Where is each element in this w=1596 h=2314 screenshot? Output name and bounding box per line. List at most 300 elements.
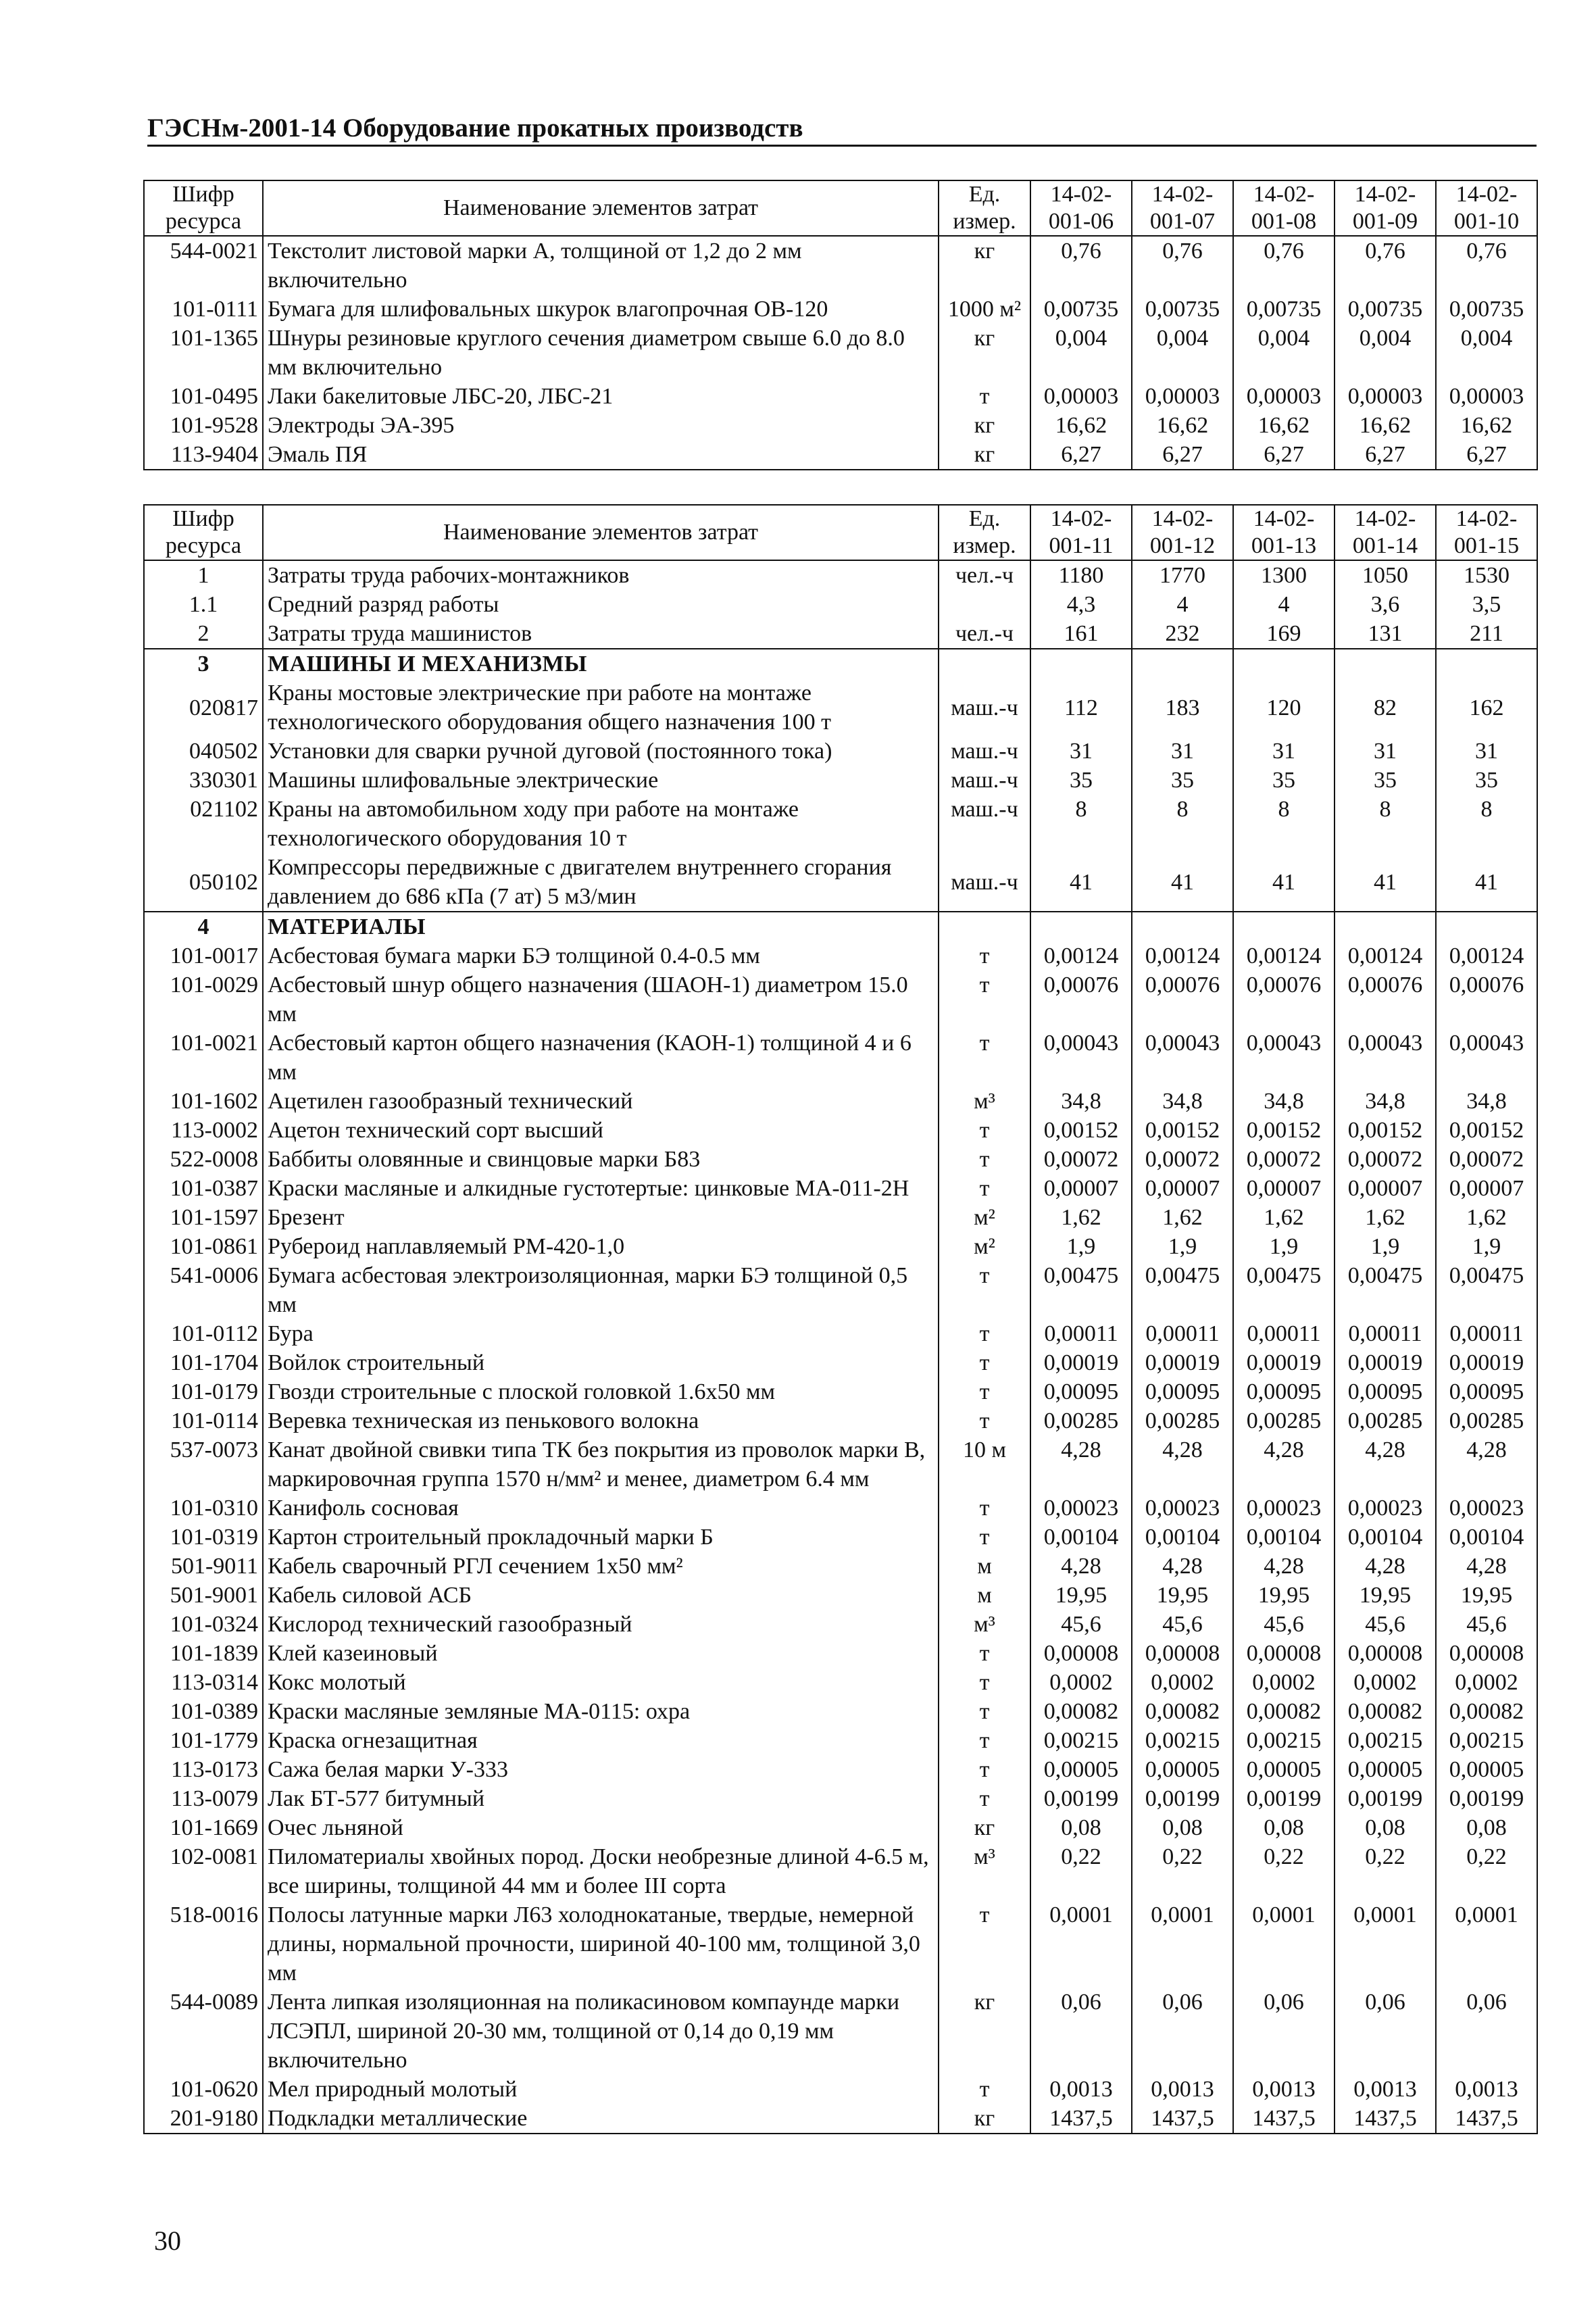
norm-value: 35 xyxy=(1335,766,1436,795)
norm-value: 0,004 xyxy=(1030,324,1132,382)
resource-code: 101-1704 xyxy=(144,1348,263,1377)
resource-code: 040502 xyxy=(144,737,263,766)
norm-value: 0,00003 xyxy=(1132,382,1233,411)
norm-value: 1,62 xyxy=(1436,1203,1537,1232)
norm-value: 0,0002 xyxy=(1132,1668,1233,1697)
resource-name: Краска огнезащитная xyxy=(263,1726,939,1755)
norm-value xyxy=(1335,649,1436,679)
resource-name: Затраты труда рабочих-монтажников xyxy=(263,560,939,590)
norm-value: 0,00475 xyxy=(1132,1261,1233,1319)
norm-value: 1,62 xyxy=(1132,1203,1233,1232)
norm-value: 31 xyxy=(1030,737,1132,766)
norm-value: 45,6 xyxy=(1335,1610,1436,1639)
norm-value: 0,08 xyxy=(1335,1813,1436,1842)
table-row xyxy=(144,295,1537,324)
header-rule xyxy=(147,145,1537,147)
norm-value: 0,00023 xyxy=(1335,1494,1436,1523)
column-header-norm-code: 14-02-001-15 xyxy=(1436,505,1537,560)
norm-value: 0,00285 xyxy=(1335,1406,1436,1435)
norm-value: 16,62 xyxy=(1132,411,1233,440)
unit-of-measure: т xyxy=(939,1755,1030,1784)
unit-of-measure: т xyxy=(939,1639,1030,1668)
norm-value: 0,00104 xyxy=(1436,1523,1537,1552)
unit-of-measure: т xyxy=(939,1784,1030,1813)
norm-value: 0,0001 xyxy=(1132,1900,1233,1988)
table-row xyxy=(144,1900,1537,1988)
norm-value: 0,0013 xyxy=(1132,2075,1233,2104)
norm-value: 0,00072 xyxy=(1030,1145,1132,1174)
norm-value: 0,76 xyxy=(1132,236,1233,295)
resource-code: 020817 xyxy=(144,679,263,737)
unit-of-measure: м³ xyxy=(939,1842,1030,1900)
norm-value: 0,00003 xyxy=(1030,382,1132,411)
norm-value: 0,00124 xyxy=(1132,941,1233,970)
table-row xyxy=(144,1406,1537,1435)
unit-of-measure: т xyxy=(939,1319,1030,1348)
norm-value: 0,06 xyxy=(1030,1988,1132,2075)
norm-value: 82 xyxy=(1335,679,1436,737)
norm-value xyxy=(1233,912,1335,941)
norm-value: 4,28 xyxy=(1335,1552,1436,1581)
resource-name: Мел природный молотый xyxy=(263,2075,939,2104)
norm-value: 0,00475 xyxy=(1233,1261,1335,1319)
norm-value xyxy=(1030,649,1132,679)
norm-value: 41 xyxy=(1335,853,1436,912)
norm-value: 0,00003 xyxy=(1335,382,1436,411)
norm-value: 0,08 xyxy=(1436,1813,1537,1842)
norm-value xyxy=(1436,649,1537,679)
norm-value: 0,00082 xyxy=(1132,1697,1233,1726)
norm-value: 19,95 xyxy=(1030,1581,1132,1610)
norm-value: 0,00007 xyxy=(1030,1174,1132,1203)
norm-value: 0,004 xyxy=(1132,324,1233,382)
norm-value: 0,0013 xyxy=(1233,2075,1335,2104)
norm-value: 0,00072 xyxy=(1335,1145,1436,1174)
norm-value: 0,00019 xyxy=(1335,1348,1436,1377)
norm-value: 0,00104 xyxy=(1030,1523,1132,1552)
unit-of-measure: чел.-ч xyxy=(939,560,1030,590)
resource-code: 1.1 xyxy=(144,590,263,619)
column-header-norm-code: 14-02-001-12 xyxy=(1132,505,1233,560)
norm-value: 0,00072 xyxy=(1233,1145,1335,1174)
resource-name: Краны на автомобильном ходу при работе на монтаже технологического оборудования 10 т xyxy=(263,795,939,853)
norm-value: 0,22 xyxy=(1132,1842,1233,1900)
resource-code: 101-0319 xyxy=(144,1523,263,1552)
table-header-row xyxy=(144,180,1537,236)
resource-name: Картон строительный прокладочный марки Б xyxy=(263,1523,939,1552)
norm-value: 1530 xyxy=(1436,560,1537,590)
table-row xyxy=(144,1029,1537,1087)
norm-value: 0,0013 xyxy=(1335,2075,1436,2104)
norm-value: 0,22 xyxy=(1436,1842,1537,1900)
norm-value: 0,00007 xyxy=(1132,1174,1233,1203)
norm-value: 0,00023 xyxy=(1132,1494,1233,1523)
table-row xyxy=(144,1232,1537,1261)
table-row xyxy=(144,2104,1537,2134)
unit-of-measure: маш.-ч xyxy=(939,766,1030,795)
table-row xyxy=(144,970,1537,1029)
unit-of-measure: т xyxy=(939,1145,1030,1174)
resource-name: Пиломатериалы хвойных пород. Доски необрезные длиной 4-6.5 м, все ширины, толщиной 44 мм и более III сорта xyxy=(263,1842,939,1900)
norm-value: 0,00082 xyxy=(1233,1697,1335,1726)
norm-value: 8 xyxy=(1132,795,1233,853)
norm-value: 0,00043 xyxy=(1335,1029,1436,1087)
unit-of-measure: кг xyxy=(939,411,1030,440)
table-row xyxy=(144,1784,1537,1813)
table-row xyxy=(144,1203,1537,1232)
norm-value: 35 xyxy=(1233,766,1335,795)
norm-value: 0,00008 xyxy=(1233,1639,1335,1668)
resource-code: 501-9011 xyxy=(144,1552,263,1581)
norm-value: 120 xyxy=(1233,679,1335,737)
resource-name: Асбестовый шнур общего назначения (ШАОН-1) диаметром 15.0 мм xyxy=(263,970,939,1029)
unit-of-measure: т xyxy=(939,1726,1030,1755)
norm-value: 35 xyxy=(1132,766,1233,795)
norm-value: 34,8 xyxy=(1132,1087,1233,1116)
resource-code: 101-9528 xyxy=(144,411,263,440)
resource-name: Затраты труда машинистов xyxy=(263,619,939,649)
resource-table-2 xyxy=(143,504,1538,2134)
resource-code: 101-0017 xyxy=(144,941,263,970)
resource-name: Очес льняной xyxy=(263,1813,939,1842)
resource-name: Канифоль сосновая xyxy=(263,1494,939,1523)
norm-value: 0,00152 xyxy=(1233,1116,1335,1145)
unit-of-measure: кг xyxy=(939,440,1030,470)
column-header-norm-code: 14-02-001-09 xyxy=(1335,180,1436,236)
norm-value: 162 xyxy=(1436,679,1537,737)
resource-code: 101-0112 xyxy=(144,1319,263,1348)
resource-code: 101-0861 xyxy=(144,1232,263,1261)
column-header-code: Шифр ресурса xyxy=(144,505,263,560)
unit-of-measure: 1000 м² xyxy=(939,295,1030,324)
resource-name: Канат двойной свивки типа ТК без покрытия из проволок марки В, маркировочная группа 1570 н/мм² и менее, диаметром 6.4 мм xyxy=(263,1435,939,1494)
resource-code: 101-1597 xyxy=(144,1203,263,1232)
norm-value: 0,0001 xyxy=(1436,1900,1537,1988)
norm-value: 0,00095 xyxy=(1233,1377,1335,1406)
norm-value: 41 xyxy=(1030,853,1132,912)
table-row xyxy=(144,1261,1537,1319)
table-row xyxy=(144,1435,1537,1494)
resource-code: 113-0002 xyxy=(144,1116,263,1145)
unit-of-measure: 10 м xyxy=(939,1435,1030,1494)
norm-value: 169 xyxy=(1233,619,1335,649)
norm-value: 0,00475 xyxy=(1030,1261,1132,1319)
resource-code: 4 xyxy=(144,912,263,941)
column-header-unit: Ед. измер. xyxy=(939,505,1030,560)
norm-value: 0,00003 xyxy=(1436,382,1537,411)
table-row xyxy=(144,941,1537,970)
resource-name: Краски масляные и алкидные густотертые: цинковые МА-011-2Н xyxy=(263,1174,939,1203)
resource-code: 101-0495 xyxy=(144,382,263,411)
norm-value: 1,62 xyxy=(1335,1203,1436,1232)
column-header-norm-code: 14-02-001-11 xyxy=(1030,505,1132,560)
table-row xyxy=(144,1087,1537,1116)
norm-value: 0,06 xyxy=(1132,1988,1233,2075)
norm-value: 0,00023 xyxy=(1030,1494,1132,1523)
norm-value: 0,00152 xyxy=(1030,1116,1132,1145)
unit-of-measure: т xyxy=(939,1494,1030,1523)
norm-value: 0,00475 xyxy=(1436,1261,1537,1319)
norm-value: 6,27 xyxy=(1436,440,1537,470)
norm-value: 35 xyxy=(1030,766,1132,795)
norm-value: 0,00124 xyxy=(1233,941,1335,970)
norm-value: 31 xyxy=(1436,737,1537,766)
resource-name: Лаки бакелитовые ЛБС-20, ЛБС-21 xyxy=(263,382,939,411)
unit-of-measure: кг xyxy=(939,1988,1030,2075)
resource-table-1 xyxy=(143,180,1538,470)
norm-value: 0,00104 xyxy=(1233,1523,1335,1552)
norm-value: 0,00011 xyxy=(1132,1319,1233,1348)
norm-value: 112 xyxy=(1030,679,1132,737)
unit-of-measure: маш.-ч xyxy=(939,737,1030,766)
norm-value: 0,0001 xyxy=(1335,1900,1436,1988)
norm-value: 0,22 xyxy=(1335,1842,1436,1900)
norm-value: 0,00008 xyxy=(1436,1639,1537,1668)
unit-of-measure: т xyxy=(939,1029,1030,1087)
table-row xyxy=(144,1988,1537,2075)
unit-of-measure: м xyxy=(939,1552,1030,1581)
resource-code: 113-0173 xyxy=(144,1755,263,1784)
norm-value: 0,08 xyxy=(1132,1813,1233,1842)
table-row xyxy=(144,853,1537,912)
norm-value: 0,00008 xyxy=(1335,1639,1436,1668)
norm-value: 0,0002 xyxy=(1233,1668,1335,1697)
resource-code: 101-0324 xyxy=(144,1610,263,1639)
table-row xyxy=(144,1523,1537,1552)
unit-of-measure: м² xyxy=(939,1203,1030,1232)
table-header-row xyxy=(144,505,1537,560)
resource-code: 113-0079 xyxy=(144,1784,263,1813)
norm-value: 0,00043 xyxy=(1233,1029,1335,1087)
table-row xyxy=(144,382,1537,411)
norm-value: 6,27 xyxy=(1030,440,1132,470)
unit-of-measure: т xyxy=(939,1348,1030,1377)
column-header-norm-code: 14-02-001-06 xyxy=(1030,180,1132,236)
resource-code: 101-0389 xyxy=(144,1697,263,1726)
resource-name: Краски масляные земляные МА-0115: охра xyxy=(263,1697,939,1726)
norm-value: 0,00199 xyxy=(1132,1784,1233,1813)
table-row xyxy=(144,1494,1537,1523)
unit-of-measure: т xyxy=(939,1697,1030,1726)
norm-value xyxy=(1335,912,1436,941)
table-row xyxy=(144,2075,1537,2104)
norm-value: 0,00003 xyxy=(1233,382,1335,411)
norm-value: 0,06 xyxy=(1335,1988,1436,2075)
norm-value: 4 xyxy=(1233,590,1335,619)
norm-value: 0,00007 xyxy=(1233,1174,1335,1203)
norm-value: 0,00215 xyxy=(1436,1726,1537,1755)
norm-value: 4,3 xyxy=(1030,590,1132,619)
norm-value: 183 xyxy=(1132,679,1233,737)
norm-value: 4,28 xyxy=(1335,1435,1436,1494)
unit-of-measure: т xyxy=(939,1377,1030,1406)
norm-value: 1770 xyxy=(1132,560,1233,590)
norm-value: 0,22 xyxy=(1030,1842,1132,1900)
table-row xyxy=(144,590,1537,619)
unit-of-measure: т xyxy=(939,970,1030,1029)
column-header-norm-code: 14-02-001-13 xyxy=(1233,505,1335,560)
norm-value: 1,9 xyxy=(1233,1232,1335,1261)
norm-value: 0,0013 xyxy=(1436,2075,1537,2104)
table-row xyxy=(144,236,1537,295)
unit-of-measure: т xyxy=(939,1900,1030,1988)
norm-value: 0,00124 xyxy=(1030,941,1132,970)
section-row xyxy=(144,912,1537,941)
norm-value: 232 xyxy=(1132,619,1233,649)
unit-of-measure: м³ xyxy=(939,1087,1030,1116)
unit-of-measure: т xyxy=(939,1406,1030,1435)
norm-value: 34,8 xyxy=(1030,1087,1132,1116)
norm-value: 4,28 xyxy=(1233,1552,1335,1581)
resource-name: Брезент xyxy=(263,1203,939,1232)
resource-code: 101-0021 xyxy=(144,1029,263,1087)
norm-value: 1437,5 xyxy=(1132,2104,1233,2134)
resource-name: МАШИНЫ И МЕХАНИЗМЫ xyxy=(263,649,939,679)
norm-value: 0,00011 xyxy=(1335,1319,1436,1348)
norm-value: 0,00011 xyxy=(1233,1319,1335,1348)
norm-value: 1437,5 xyxy=(1030,2104,1132,2134)
table-row xyxy=(144,1377,1537,1406)
norm-value: 0,00005 xyxy=(1436,1755,1537,1784)
norm-value: 31 xyxy=(1335,737,1436,766)
norm-value: 0,00215 xyxy=(1233,1726,1335,1755)
unit-of-measure: маш.-ч xyxy=(939,853,1030,912)
norm-value: 0,00082 xyxy=(1436,1697,1537,1726)
resource-name: Краны мостовые электрические при работе на монтаже технологического оборудования общего назначения 100 т xyxy=(263,679,939,737)
norm-value: 1,9 xyxy=(1436,1232,1537,1261)
table-row xyxy=(144,1552,1537,1581)
norm-value: 1437,5 xyxy=(1436,2104,1537,2134)
norm-value: 0,00005 xyxy=(1233,1755,1335,1784)
resource-name: Войлок строительный xyxy=(263,1348,939,1377)
table-row xyxy=(144,1755,1537,1784)
resource-name: Баббиты оловянные и свинцовые марки Б83 xyxy=(263,1145,939,1174)
unit-of-measure: т xyxy=(939,941,1030,970)
norm-value: 0,00215 xyxy=(1335,1726,1436,1755)
resource-name: Рубероид наплавляемый РМ-420-1,0 xyxy=(263,1232,939,1261)
table-row xyxy=(144,1319,1537,1348)
norm-value: 0,00285 xyxy=(1233,1406,1335,1435)
norm-value: 0,0001 xyxy=(1030,1900,1132,1988)
norm-value: 0,00735 xyxy=(1233,295,1335,324)
unit-of-measure: чел.-ч xyxy=(939,619,1030,649)
resource-code: 537-0073 xyxy=(144,1435,263,1494)
page-number: 30 xyxy=(154,2225,181,2256)
resource-code: 101-0310 xyxy=(144,1494,263,1523)
norm-value: 0,00104 xyxy=(1335,1523,1436,1552)
unit-of-measure: кг xyxy=(939,324,1030,382)
norm-value: 6,27 xyxy=(1132,440,1233,470)
unit-of-measure: т xyxy=(939,2075,1030,2104)
resource-name: Веревка техническая из пенькового волокна xyxy=(263,1406,939,1435)
norm-value: 0,004 xyxy=(1233,324,1335,382)
norm-value: 0,0002 xyxy=(1030,1668,1132,1697)
resource-code: 102-0081 xyxy=(144,1842,263,1900)
norm-value: 0,06 xyxy=(1436,1988,1537,2075)
norm-value: 35 xyxy=(1436,766,1537,795)
unit-of-measure: м² xyxy=(939,1232,1030,1261)
table-body xyxy=(144,236,1537,470)
norm-value: 0,00735 xyxy=(1436,295,1537,324)
resource-code: 101-0114 xyxy=(144,1406,263,1435)
table-row xyxy=(144,1813,1537,1842)
column-header-norm-code: 14-02-001-08 xyxy=(1233,180,1335,236)
resource-code: 2 xyxy=(144,619,263,649)
table-row xyxy=(144,1116,1537,1145)
resource-code: 518-0016 xyxy=(144,1900,263,1988)
norm-value: 41 xyxy=(1132,853,1233,912)
unit-of-measure: т xyxy=(939,1668,1030,1697)
resource-code: 101-1602 xyxy=(144,1087,263,1116)
resource-name: Гвозди строительные с плоской головкой 1.6x50 мм xyxy=(263,1377,939,1406)
norm-value: 8 xyxy=(1030,795,1132,853)
column-header-norm-code: 14-02-001-14 xyxy=(1335,505,1436,560)
norm-value: 0,76 xyxy=(1233,236,1335,295)
resource-name: Установки для сварки ручной дуговой (постоянного тока) xyxy=(263,737,939,766)
norm-value: 34,8 xyxy=(1233,1087,1335,1116)
resource-name: Компрессоры передвижные с двигателем внутреннего сгорания давлением до 686 кПа (7 ат) 5 м3/мин xyxy=(263,853,939,912)
norm-value: 4,28 xyxy=(1030,1435,1132,1494)
unit-of-measure xyxy=(939,590,1030,619)
norm-value: 0,08 xyxy=(1030,1813,1132,1842)
resource-code: 101-0179 xyxy=(144,1377,263,1406)
norm-value: 19,95 xyxy=(1436,1581,1537,1610)
norm-value: 19,95 xyxy=(1233,1581,1335,1610)
norm-value xyxy=(1233,649,1335,679)
table-row xyxy=(144,1842,1537,1900)
norm-value: 41 xyxy=(1233,853,1335,912)
norm-value: 0,00095 xyxy=(1335,1377,1436,1406)
norm-value: 0,0013 xyxy=(1030,2075,1132,2104)
norm-value: 161 xyxy=(1030,619,1132,649)
unit-of-measure: т xyxy=(939,382,1030,411)
norm-value: 45,6 xyxy=(1132,1610,1233,1639)
unit-of-measure: маш.-ч xyxy=(939,679,1030,737)
norm-value: 0,00008 xyxy=(1030,1639,1132,1668)
norm-value: 0,00152 xyxy=(1436,1116,1537,1145)
norm-value: 0,00199 xyxy=(1233,1784,1335,1813)
norm-value: 45,6 xyxy=(1030,1610,1132,1639)
resource-name: Ацетон технический сорт высший xyxy=(263,1116,939,1145)
table-row xyxy=(144,679,1537,737)
norm-value: 0,00082 xyxy=(1030,1697,1132,1726)
unit-of-measure: м xyxy=(939,1581,1030,1610)
norm-value: 0,00124 xyxy=(1436,941,1537,970)
resource-code: 1 xyxy=(144,560,263,590)
resource-name: Бумага асбестовая электроизоляционная, марки БЭ толщиной 0,5 мм xyxy=(263,1261,939,1319)
norm-value: 6,27 xyxy=(1233,440,1335,470)
resource-code: 330301 xyxy=(144,766,263,795)
norm-value: 0,00076 xyxy=(1233,970,1335,1029)
norm-value: 0,00285 xyxy=(1030,1406,1132,1435)
norm-value: 0,00215 xyxy=(1132,1726,1233,1755)
resource-code: 522-0008 xyxy=(144,1145,263,1174)
norm-value: 1180 xyxy=(1030,560,1132,590)
norm-value: 0,00076 xyxy=(1335,970,1436,1029)
resource-code: 101-1779 xyxy=(144,1726,263,1755)
norm-value: 211 xyxy=(1436,619,1537,649)
norm-value: 0,00072 xyxy=(1436,1145,1537,1174)
norm-value: 1,9 xyxy=(1132,1232,1233,1261)
resource-name: Средний разряд работы xyxy=(263,590,939,619)
norm-value: 0,00043 xyxy=(1436,1029,1537,1087)
norm-value: 0,00072 xyxy=(1132,1145,1233,1174)
resource-name: Клей казеиновый xyxy=(263,1639,939,1668)
norm-value xyxy=(1436,912,1537,941)
norm-value: 4,28 xyxy=(1132,1552,1233,1581)
resource-name: Электроды ЭА-395 xyxy=(263,411,939,440)
norm-value: 4,28 xyxy=(1436,1435,1537,1494)
